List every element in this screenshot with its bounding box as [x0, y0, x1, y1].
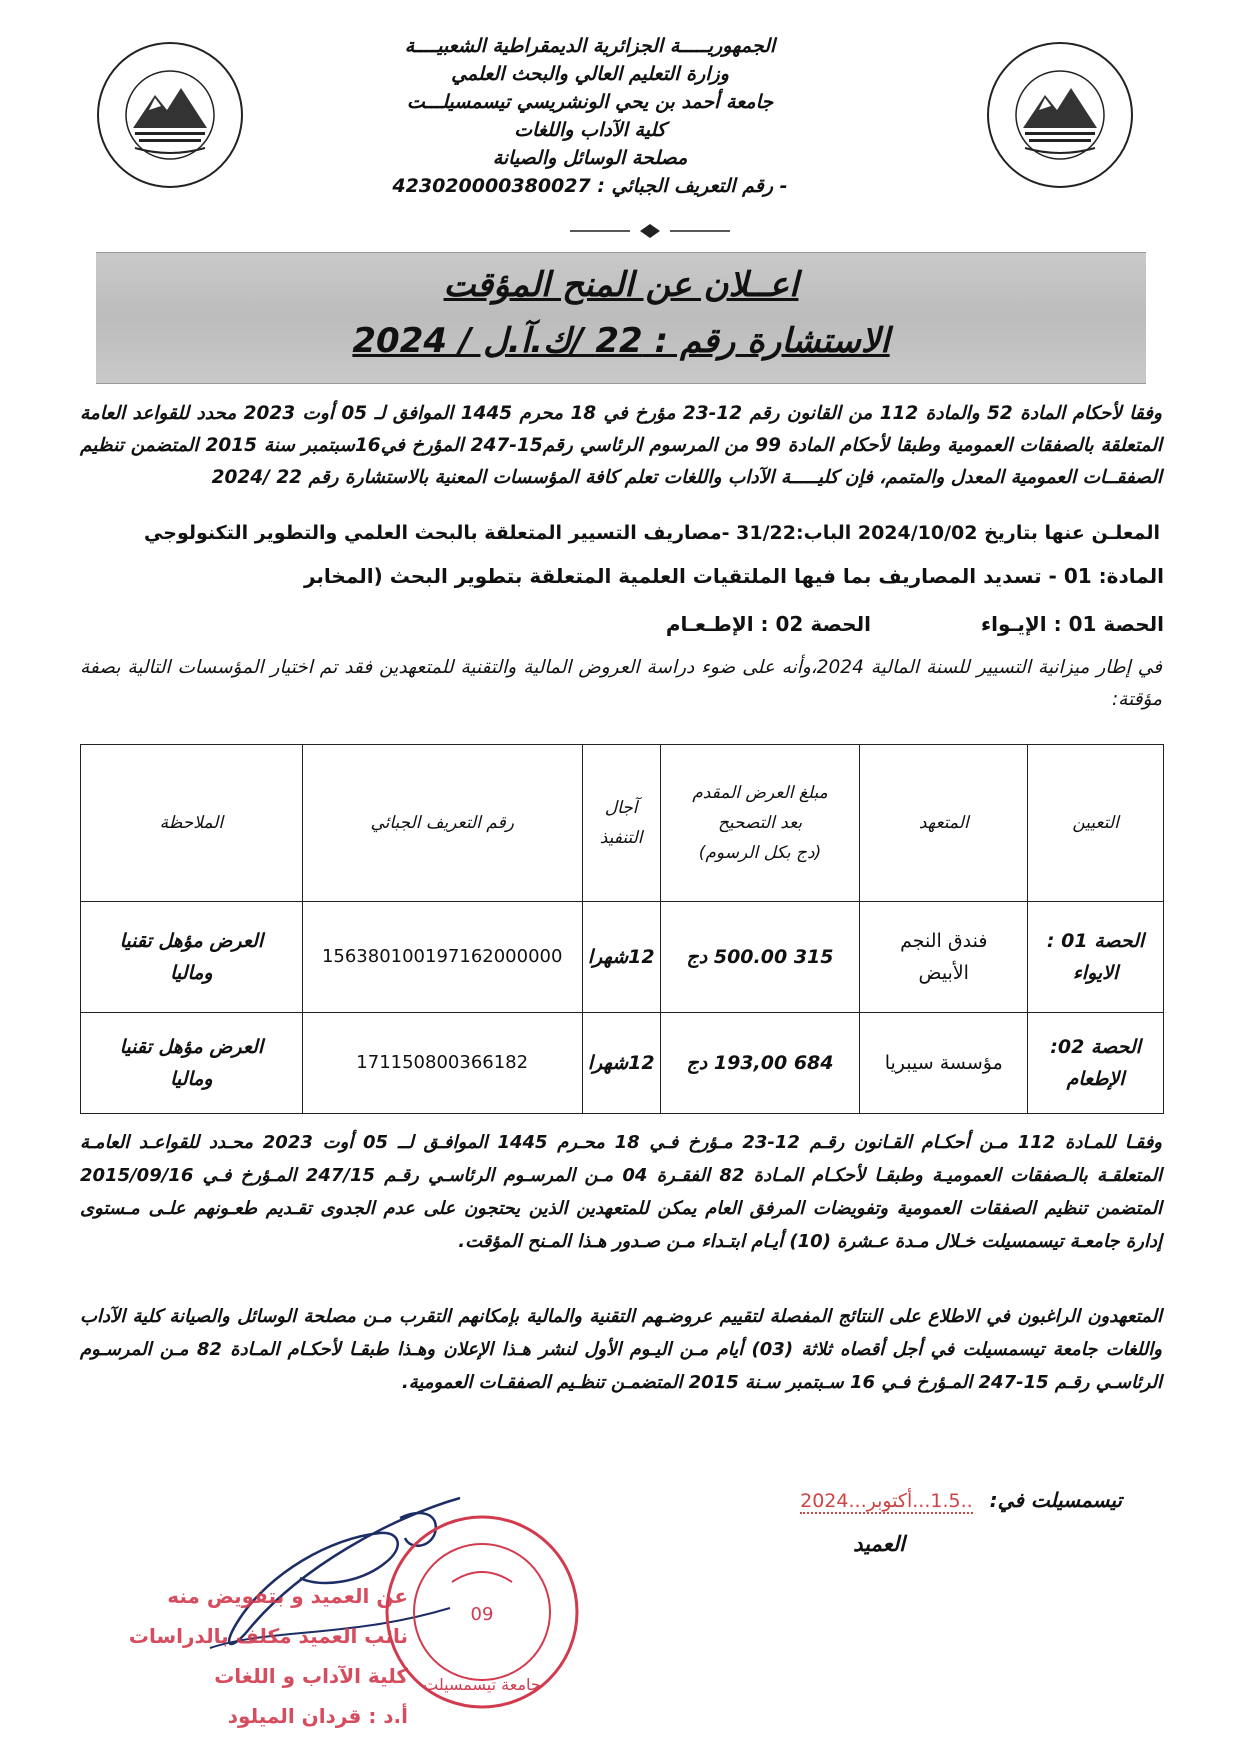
dean-stamp: عن العميد و بتفويض منه نائب العميد مكلف بالدراسات كلية الآداب و اللغات أ.د : قردان الميلود	[128, 1584, 408, 1728]
place-label: تيسمسيلت في:	[989, 1488, 1122, 1512]
dean-label: العميد	[853, 1532, 905, 1556]
header-republic: الجمهوريـــــة الجزائرية الديمقراطية الشعبيــــة	[404, 35, 776, 57]
lots-line	[666, 612, 1164, 636]
chapter-line: المعلـن عنها بتاريخ 2024/10/02 الباب:31/22 -مصاريف التسيير المتعلقة بالبحث العلمي والتطوير التكنولوجي	[144, 522, 1160, 544]
university-logo-left	[95, 40, 245, 190]
announcement-title: اعــلان عن المنح المؤقت	[443, 265, 799, 305]
title-banner	[96, 252, 1146, 384]
svg-text:09: 09	[470, 1604, 494, 1625]
round-university-stamp	[382, 1512, 582, 1712]
table-header-row	[81, 745, 1164, 902]
results-table	[80, 744, 1164, 1114]
cell-deadline: 12شهرا	[582, 901, 660, 1012]
svg-text:جامعة تيسمسيلت: جامعة تيسمسيلت	[423, 1675, 541, 1694]
article-line: المادة: 01 - تسديد المصاريف بما فيها الملتقيات العلمية المتعلقة بتطوير البحث (المخابر	[303, 564, 1164, 588]
header-deadline: آجال التنفيذ	[582, 745, 660, 902]
cell-notes: العرض مؤهل تقنيا وماليا	[81, 1012, 303, 1113]
university-logo-right	[985, 40, 1135, 190]
divider-ornament	[570, 222, 730, 240]
cell-designation: الحصة 01 : الايواء	[1028, 901, 1164, 1012]
cell-notes: العرض مؤهل تقنيا وماليا	[81, 901, 303, 1012]
cell-bidder: مؤسسة سيبريا	[860, 1012, 1028, 1113]
lot-1-label: الحصة 01 : الإيـواء	[980, 612, 1164, 636]
header-faculty: كلية الآداب واللغات	[514, 119, 666, 141]
letterhead	[330, 32, 850, 200]
header-ministry: وزارة التعليم العالي والبحث العلمي	[451, 63, 729, 85]
header-notes: الملاحظة	[81, 745, 303, 902]
table-row	[81, 901, 1164, 1012]
consultation-number: الاستشارة رقم : 22 /ك.آ.ل / 2024	[352, 321, 890, 361]
header-amount: مبلغ العرض المقدم بعد التصحيح (دج بكل الرسوم)	[660, 745, 860, 902]
signature-date: ..1.5...أكتوبر...2024	[800, 1490, 973, 1512]
header-tax-id: رقم التعريف الجبائي	[302, 745, 582, 902]
cell-amount: 684 193,00 دج	[660, 1012, 860, 1113]
intro-paragraph: وفقا لأحكام المادة 52 والمادة 112 من القانون رقم 12-23 مؤرخ في 18 محرم 1445 الموافق لـ 05 أوت 2023 محدد للقواعد العامة المتعلقة بالصفقات العمومية وطبقا لأحكام المادة 99 من المرسوم الرئاسي رقم15-247 المؤرخ في16سبتمبر سنة 2015 المتضمن تنظيم الصفقــات العمومية المعدل والمتمم، فإن كليـــــة الآداب واللغات تعلم كافة المؤسسات المعنية بالاستشارة رقم 22 /2024	[80, 403, 1162, 488]
place-and-date	[800, 1488, 1122, 1514]
header-university: جامعة أحمد بن يحي الونشريسي تيسمسيلـــت	[406, 91, 774, 113]
table-row	[81, 1012, 1164, 1113]
cell-tax-id: 156380100197162000000	[302, 901, 582, 1012]
lot-2-label: الحصة 02 : الإطـعـام	[665, 612, 871, 636]
header-service: مصلحة الوسائل والصيانة	[492, 147, 688, 169]
header-bidder: المتعهد	[860, 745, 1028, 902]
cell-bidder: فندق النجم الأبيض	[860, 901, 1028, 1012]
cell-tax-id: 171150800366182	[302, 1012, 582, 1113]
cell-amount: 315 500.00 دج	[660, 901, 860, 1012]
cell-designation: الحصة 02: الإطعام	[1028, 1012, 1164, 1113]
budget-paragraph: في إطار ميزانية التسيير للسنة المالية 2024،وأنه على ضوء دراسة العروض المالية والتقنية للمتعهدين فقد تم اختيار المؤسسات التالية بصفة مؤقتة:	[80, 657, 1163, 710]
header-tax-id: - رقم التعريف الجبائي : 423020000380027	[392, 175, 788, 197]
appeal-paragraph: وفقـا للمـادة 112 مـن أحكـام القـانون رقـم 12-23 مـؤرخ فـي 18 محـرم 1445 الموافـق لــ 05 أوت 2023 محـدد للقواعـد العامـة المتعلقـة بالـصفقات العموميـة وطبقـا لأحكـام المـادة 82 الفقـرة 04 مـن المرسـوم الرئاسـي رقـم 247/15 المـؤرخ فـي 2015/09/16 المتضمن تنظيم الصفقات العمومية وتفويضات المرفق العام يمكن للمتعهدين الذين يحتجون على عدم الجدوى تقـديم طعـونهم علـى مـستوى إدارة جامعـة تيسمسيلت خـلال مـدة عـشرة (10) أيـام ابتـداء مـن صـدور هـذا المـنح المؤقت.	[80, 1132, 1163, 1252]
cell-deadline: 12شهرا	[582, 1012, 660, 1113]
header-designation: التعيين	[1028, 745, 1164, 902]
results-paragraph: المتعهدون الراغبون في الاطلاع على النتائج المفصلة لتقييم عروضـهم التقنية والمالية بإمكانهم التقرب مـن مصلحة الوسائل والصيانة كلية الآداب واللغات جامعة تيسمسيلت في أجل أقصاه ثلاثة (03) أيام مـن اليـوم الأول لنشر هـذا الإعلان وهـذا طبقـا لأحكـام المـادة 82 مـن المرسـوم الرئاسـي رقـم 15-247 المـؤرخ فـي 16 سـبتمبر سـنة 2015 المتضمـن تنظـيم الصفقـات العمومية.	[80, 1306, 1162, 1393]
